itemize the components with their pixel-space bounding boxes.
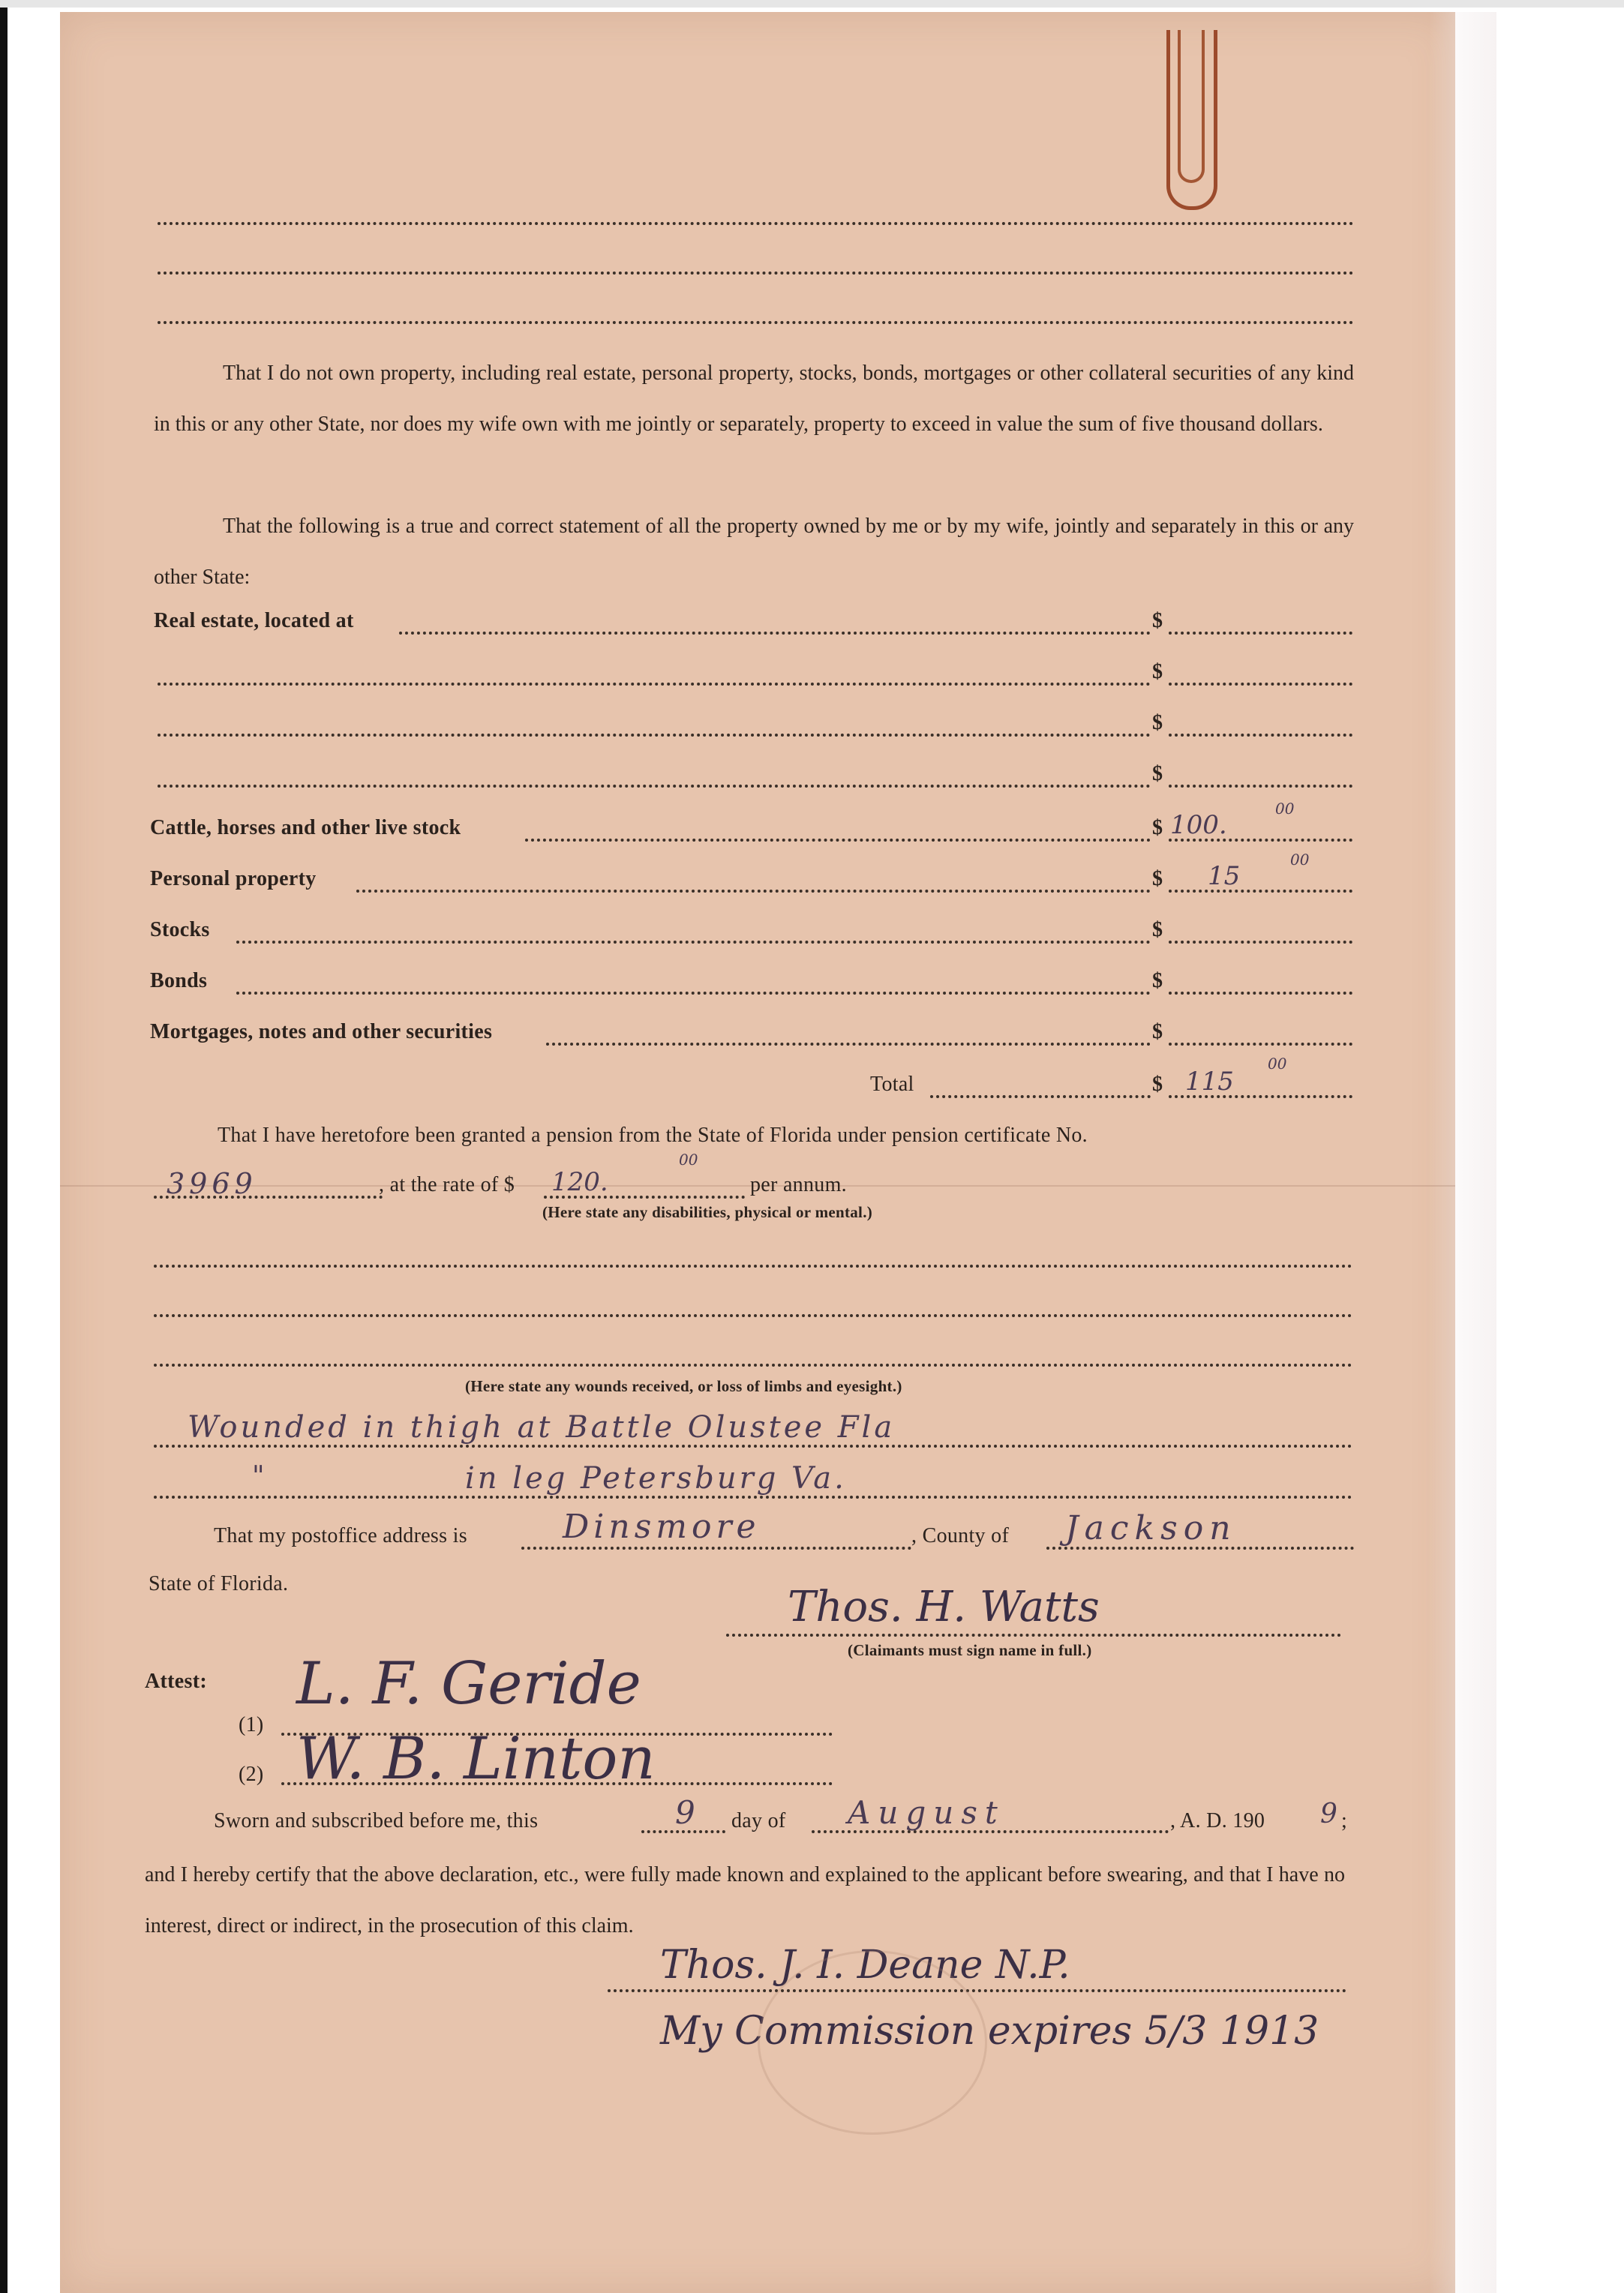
- ad-label: , A. D. 190: [1170, 1809, 1265, 1832]
- mortgages-value-line: [1169, 1043, 1352, 1046]
- real-estate-value-3: [1169, 734, 1352, 737]
- dollar-sign: $: [1152, 711, 1163, 734]
- sworn-month: August: [848, 1794, 1005, 1831]
- dollar-sign: $: [1152, 609, 1163, 632]
- real-estate-line-2: [158, 683, 1151, 686]
- paragraph-statement: That the following is a true and correct statement of all the property owned by me or by my wife, jointly and separately in this or any other State:: [154, 515, 1354, 589]
- attest-label: Attest:: [145, 1670, 207, 1693]
- paper-clip-inner: [1178, 30, 1205, 183]
- ditto-mark: ": [252, 1461, 265, 1492]
- mortgages-label: Mortgages, notes and other securities: [150, 1020, 493, 1043]
- cattle-label: Cattle, horses and other live stock: [150, 816, 461, 839]
- certificate-number: 3969: [167, 1167, 257, 1200]
- disabilities-line-2: [154, 1314, 1352, 1317]
- county-label: , County of: [911, 1524, 1010, 1547]
- notary-signature-line: [608, 1989, 1346, 1992]
- dollar-sign: $: [1152, 816, 1163, 839]
- notary-commission: My Commission expires 5/3 1913: [660, 2009, 1319, 2054]
- real-estate-value-2: [1169, 683, 1352, 686]
- real-estate-label: Real estate, located at: [154, 609, 354, 632]
- stocks-value-line: [1169, 941, 1352, 944]
- stocks-dots: [236, 941, 1151, 944]
- sworn-prefix: Sworn and subscribed before me, this: [214, 1809, 539, 1832]
- total-label: Total: [870, 1073, 914, 1096]
- rate-suffix: per annum.: [750, 1173, 847, 1196]
- embossed-seal: [758, 1950, 987, 2135]
- personal-value-line: [1169, 890, 1352, 893]
- disabilities-caption: (Here state any disabilities, physical or mental.): [542, 1203, 873, 1221]
- witness-2-number: (2): [239, 1763, 264, 1786]
- cattle-value: 100.: [1170, 810, 1227, 840]
- real-estate-line-4: [158, 785, 1151, 788]
- personal-property-label: Personal property: [150, 867, 317, 890]
- personal-property-value: 15: [1208, 861, 1241, 891]
- certify-paragraph: and I hereby certify that the above declaration, etc., were fully made known and explained to the applicant before swearing, and that I have no interest, direct or indirect, in the prosecution of this claim.: [145, 1863, 1345, 1937]
- sworn-semicolon: ;: [1341, 1809, 1348, 1832]
- real-estate-value-4: [1169, 785, 1352, 788]
- cattle-cents: 00: [1275, 800, 1295, 818]
- dollar-sign: $: [1152, 867, 1163, 890]
- claimant-signature: Thos. H. Watts: [788, 1583, 1100, 1631]
- real-estate-line-3: [158, 734, 1151, 737]
- bonds-value-line: [1169, 992, 1352, 995]
- dollar-sign: $: [1152, 969, 1163, 992]
- wounds-caption: (Here state any wounds received, or loss of limbs and eyesight.): [465, 1377, 902, 1395]
- postoffice-label: That my postoffice address is: [214, 1524, 467, 1547]
- wound-entry-2: in leg Petersburg Va.: [465, 1461, 847, 1496]
- postoffice-dots: [521, 1547, 911, 1550]
- sleeve-gloss: [1429, 12, 1496, 2293]
- claimant-signature-line: [726, 1634, 1341, 1637]
- sworn-day: 9: [675, 1794, 695, 1831]
- notary-signature: Thos. J. I. Deane N.P.: [660, 1943, 1070, 1988]
- witness-1-signature: L. F. Geride: [296, 1650, 641, 1718]
- sworn-year-digit: 9: [1320, 1799, 1337, 1829]
- wounds-line-2: [154, 1496, 1352, 1499]
- witness-1-number: (1): [239, 1713, 264, 1736]
- dollar-sign: $: [1152, 1073, 1163, 1096]
- cattle-dots: [525, 839, 1151, 842]
- blank-line-1: [158, 222, 1354, 225]
- disabilities-line-1: [154, 1265, 1352, 1268]
- bonds-dots: [236, 992, 1151, 995]
- day-label: day of: [731, 1809, 786, 1832]
- disabilities-line-3: [154, 1364, 1352, 1367]
- dollar-sign: $: [1152, 660, 1163, 683]
- claimant-caption: (Claimants must sign name in full.): [848, 1641, 1092, 1659]
- paragraph-property-limit: That I do not own property, including real estate, personal property, stocks, bonds, mortgages or other collateral securities of any kind in this or any other State, nor does my wife own with me jointly or separately, property to exceed in value the sum of five thousand dollars.: [154, 362, 1354, 436]
- total-cents: 00: [1268, 1055, 1287, 1073]
- dollar-sign: $: [1152, 762, 1163, 785]
- personal-dots: [356, 890, 1151, 893]
- county-value: Jackson: [1065, 1509, 1237, 1547]
- rate-value: 120.: [551, 1167, 608, 1197]
- real-estate-value: [1169, 632, 1352, 635]
- stocks-label: Stocks: [150, 918, 210, 941]
- rate-prefix: , at the rate of $: [379, 1173, 515, 1196]
- total-value: 115: [1185, 1067, 1234, 1097]
- blank-line-2: [158, 272, 1354, 275]
- dollar-sign: $: [1152, 1020, 1163, 1043]
- pension-sentence: That I have heretofore been granted a pension from the State of Florida under pension certificate No.: [218, 1124, 1088, 1147]
- rate-cents: 00: [679, 1151, 698, 1169]
- real-estate-dots: [399, 632, 1151, 635]
- scan-top-border: [0, 0, 1624, 8]
- rate-dots: [544, 1196, 745, 1199]
- total-value-line: [1169, 1095, 1352, 1098]
- wounds-line-1: [154, 1445, 1352, 1448]
- personal-property-cents: 00: [1290, 851, 1310, 869]
- postoffice-value: Dinsmore: [563, 1508, 761, 1546]
- witness-2-signature: W. B. Linton: [296, 1725, 656, 1793]
- total-dots: [930, 1095, 1151, 1098]
- state-label: State of Florida.: [149, 1572, 289, 1595]
- mortgages-dots: [546, 1043, 1151, 1046]
- wound-entry-1: Wounded in thigh at Battle Olustee Fla: [188, 1410, 896, 1445]
- dollar-sign: $: [1152, 918, 1163, 941]
- blank-line-3: [158, 321, 1354, 324]
- cattle-value-line: [1169, 839, 1352, 842]
- bonds-label: Bonds: [150, 969, 208, 992]
- scan-border: [0, 0, 8, 2293]
